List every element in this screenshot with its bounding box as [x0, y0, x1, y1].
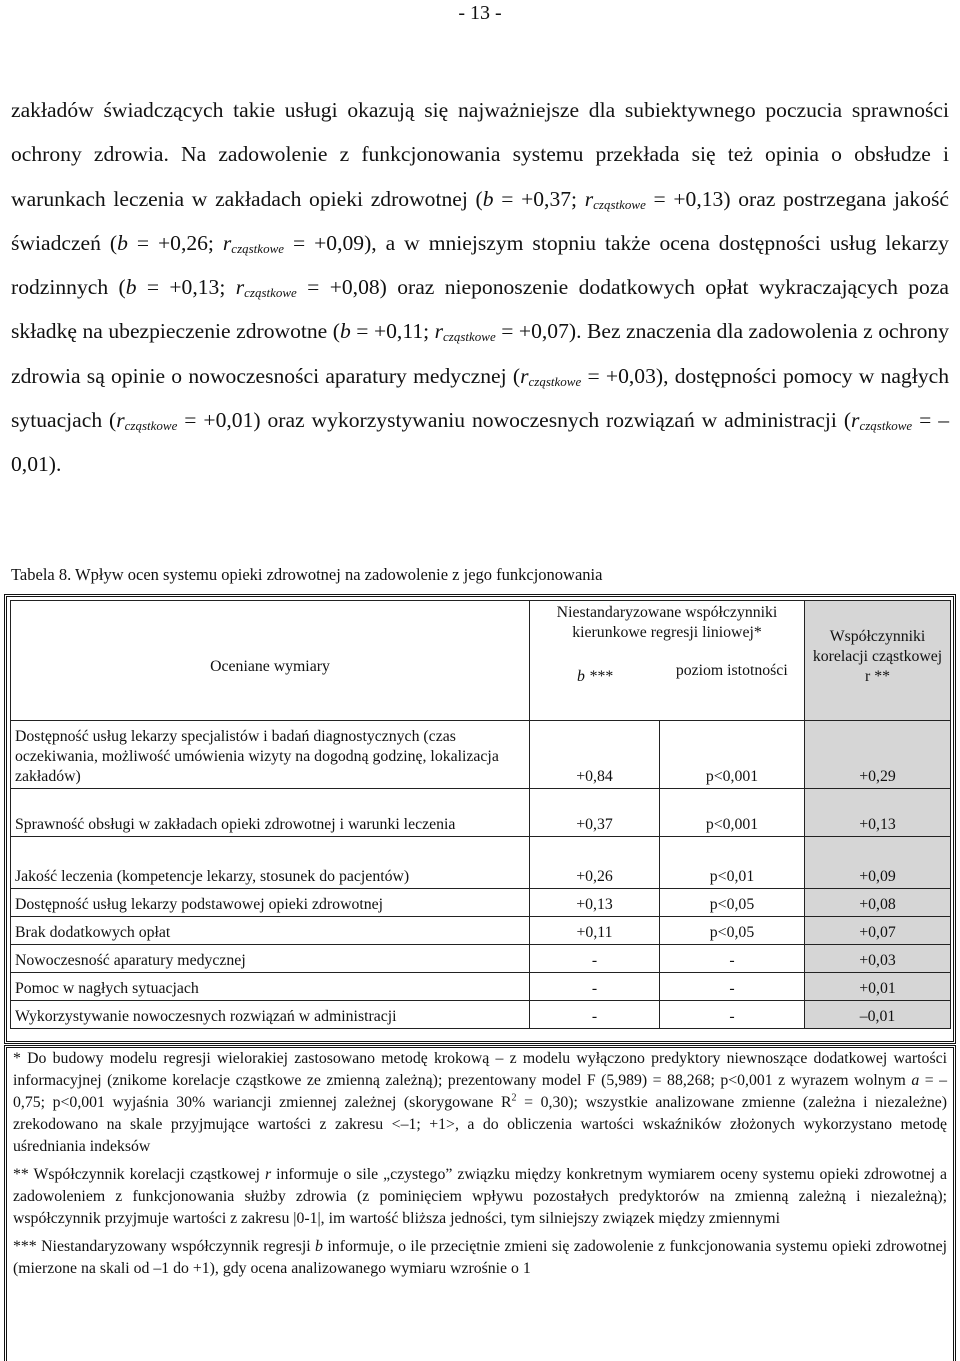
- row-b: +0,13: [530, 889, 660, 917]
- footnote-partial-correlation: ** Współczynnik korelacji cząstkowej r informuje o sile „czystego” związku między konkretnym wymiarem oceny systemu opieki zdrowotnej a zadowoleniem z funkcjonowania służby zdrowia (z pominięciem wpływu pozostałych predyktorów na zmienną zależną i niezależną); współczynnik przyjmuje wartości z zakresu |0-1|, im wartość bliższa jedności, tym silniejszy związek między zmiennymi: [13, 1166, 947, 1227]
- row-p: p<0,01: [660, 837, 805, 889]
- page-number: - 13 -: [458, 2, 502, 24]
- header-b: b ***: [530, 661, 660, 721]
- row-r: +0,03: [805, 945, 951, 973]
- results-table: [4, 594, 956, 1044]
- row-b: -: [530, 1001, 660, 1029]
- row-p: -: [660, 973, 805, 1001]
- table-row: [11, 917, 951, 945]
- header-significance: poziom istotności: [660, 661, 805, 721]
- row-r: +0,09: [805, 837, 951, 889]
- row-r: +0,29: [805, 721, 951, 789]
- table-row: [11, 721, 951, 789]
- table-row: [11, 789, 951, 837]
- body-paragraph: zakładów świadczących takie usługi okazują się najważniejsze dla subiektywnego poczucia sprawności ochrony zdrowia. Na zadowolenie z funkcjonowania systemu przekłada się też opinia o obsłudze i warunkach leczenia w zakładach opieki zdrowotnej (b = +0,37; $r_{cząstkowe} = +0,13$) oraz postrzegana jakość świadczeń (b = +0,26; $r_{cząstkowe} = +0,09$), a w mniejszym stopniu także ocena dostępności usług lekarzy rodzinnych (b = +0,13; $r_{cząstkowe} = +0,08$) oraz nieponoszenie dodatkowych opłat wykraczających poza składkę na ubezpieczenie zdrowotne (b = +0,11; $r_{cząstkowe} = +0,07$). Bez znaczenia dla zadowolenia z ochrony zdrowia są opinie o nowoczesności aparatury medycznej $(r_{cząstkowe} = +0,03)$, dostępności pomocy w nagłych sytuacjach $(r_{cząstkowe} = +0,01)$ oraz wykorzystywaniu nowoczesnych rozwiązań w administracji $(r_{cząstkowe} = -0,01)$.: [11, 98, 950, 477]
- row-label: Pomoc w nagłych sytuacjach: [11, 973, 530, 1001]
- row-b: +0,11: [530, 917, 660, 945]
- row-p: p<0,05: [660, 917, 805, 945]
- table-row: [11, 889, 951, 917]
- row-r: +0,13: [805, 789, 951, 837]
- table-caption: Tabela 8. Wpływ ocen systemu opieki zdrowotnej na zadowolenie z jego funkcjonowania: [11, 565, 603, 584]
- footnote-regression-model: * Do budowy modelu regresji wielorakiej zastosowano metodę krokową – z modelu wyłączono predyktory niewnoszące dodatkowej wartości informacyjnej (znikome korelacje cząstkowe ze zmienną zależną); prezentowany model F (5,989) = 88,268; p<0,001 z wyrazem wolnym a = –0,75; p<0,001 wyjaśnia 30% wariancji zmiennej zależnej (skorygowane $R^2 = 0,30$); wszystkie analizowane zmienne (zależna i niezależne) zrekodowano na skale przyjmujące wartości z zakresu <–1; +1>, a do obliczenia wartości wskaźników złożonych wykorzystano metodę uśredniania indeksów: [13, 1050, 947, 1155]
- table-row: [11, 945, 951, 973]
- row-p: -: [660, 1001, 805, 1029]
- row-p: -: [660, 945, 805, 973]
- row-b: +0,37: [530, 789, 660, 837]
- table-row: [11, 837, 951, 889]
- row-p: p<0,001: [660, 789, 805, 837]
- row-p: p<0,05: [660, 889, 805, 917]
- table-row: [11, 1001, 951, 1029]
- row-b: -: [530, 973, 660, 1001]
- row-label: Wykorzystywanie nowoczesnych rozwiązań w administracji: [11, 1001, 530, 1029]
- header-dimensions: Oceniane wymiary: [11, 601, 530, 721]
- header-partial-correlation: Współczynniki korelacji cząstkowej r **: [805, 601, 951, 721]
- header-unstandardized-coefficients: Niestandaryzowane współczynniki kierunkowe regresji liniowej*: [530, 601, 805, 661]
- row-label: Jakość leczenia (kompetencje lekarzy, stosunek do pacjentów): [11, 837, 530, 889]
- row-label: Brak dodatkowych opłat: [11, 917, 530, 945]
- row-label: Nowoczesność aparatury medycznej: [11, 945, 530, 973]
- row-b: -: [530, 945, 660, 973]
- row-label: Dostępność usług lekarzy podstawowej opieki zdrowotnej: [11, 889, 530, 917]
- row-label: Sprawność obsługi w zakładach opieki zdrowotnej i warunki leczenia: [11, 789, 530, 837]
- table-footnotes: [4, 1045, 956, 1361]
- row-r: –0,01: [805, 1001, 951, 1029]
- row-label: Dostępność usług lekarzy specjalistów i badań diagnostycznych (czas oczekiwania, możliwość umówienia wizyty na dogodną godzinę, lokalizacja zakładów): [11, 721, 530, 789]
- row-r: +0,07: [805, 917, 951, 945]
- table-row: [11, 973, 951, 1001]
- row-b: +0,84: [530, 721, 660, 789]
- row-r: +0,01: [805, 973, 951, 1001]
- row-b: +0,26: [530, 837, 660, 889]
- footnote-unstandardized-coefficient: *** Niestandaryzowany współczynnik regresji b informuje, o ile przeciętnie zmieni się zadowolenie z funkcjonowania systemu opieki zdrowotnej (mierzone na skali od –1 do +1), gdy ocena analizowanego wymiaru wzrośnie o 1: [13, 1238, 947, 1277]
- row-p: p<0,001: [660, 721, 805, 789]
- table-header-row: [11, 601, 951, 661]
- row-r: +0,08: [805, 889, 951, 917]
